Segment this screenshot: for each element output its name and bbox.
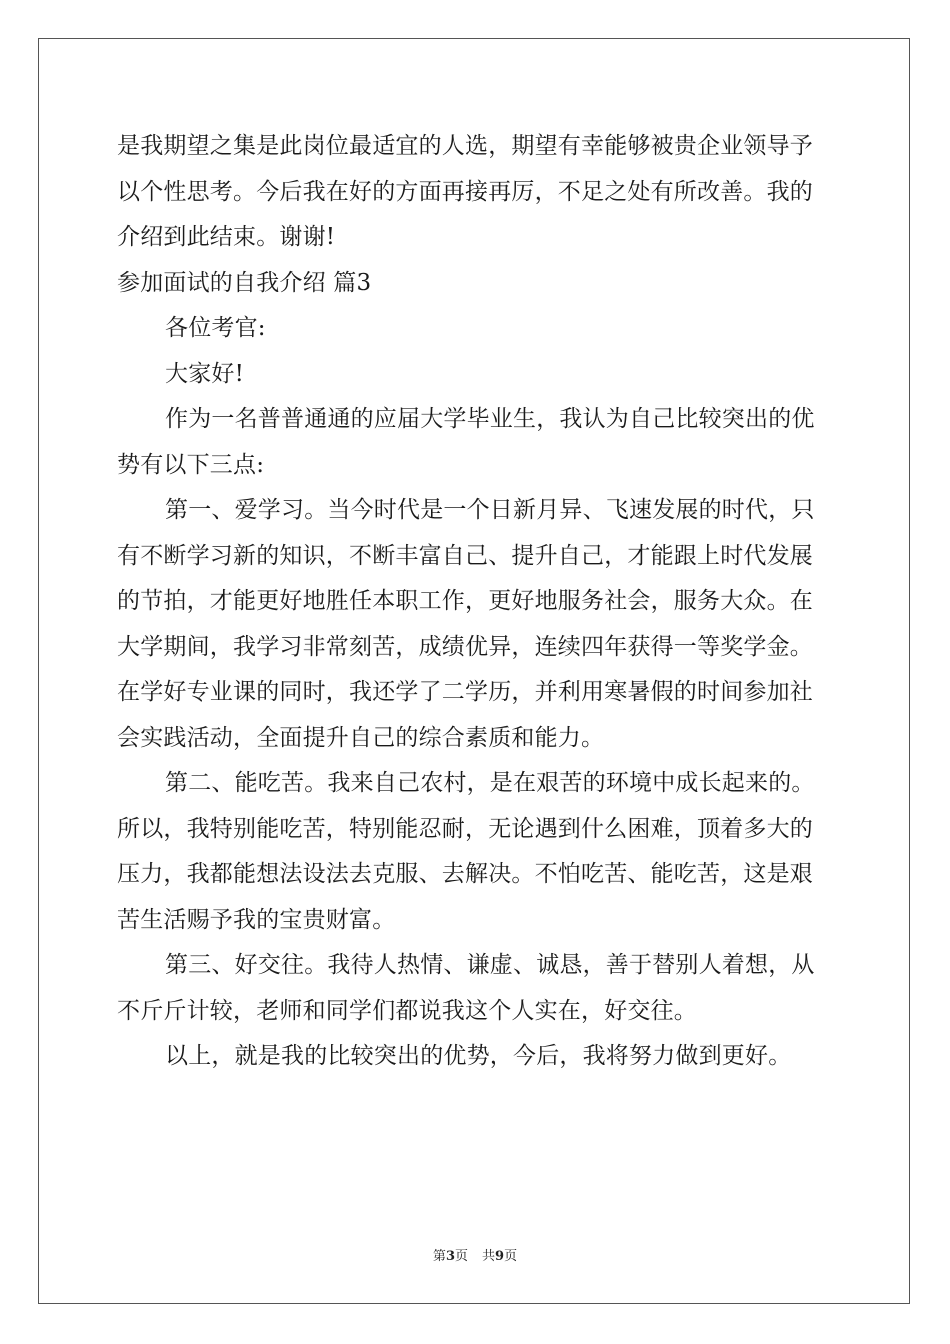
- text-line: 大学期间，我学习非常刻苦，成绩优异，连续四年获得一等奖学金。: [117, 633, 813, 660]
- total-prefix: 共: [482, 1249, 496, 1264]
- text-line: 作为一名普普通通的应届大学毕业生，我认为自己比较突出的优: [165, 406, 815, 432]
- text-line: 势有以下三点:: [117, 451, 265, 478]
- text-line: 不斤斤计较，老师和同学们都说我这个人实在，好交往。: [117, 997, 697, 1024]
- salutation: 各位考官:: [165, 315, 266, 341]
- page-footer: [0, 1245, 950, 1264]
- greeting: 大家好!: [165, 360, 245, 387]
- text-line: 有不断学习新的知识，不断丰富自己、提升自己，才能跟上时代发展: [117, 542, 813, 569]
- text-line: 第一、爱学习。当今时代是一个日新月异、飞速发展的时代，只: [165, 497, 815, 523]
- total-suffix: 页: [504, 1249, 518, 1264]
- document-body: [117, 124, 835, 1080]
- text-line: 所以，我特别能吃苦，特别能忍耐，无论遇到什么困难，顶着多大的: [117, 815, 813, 842]
- text-line: 第三、好交往。我待人热情、谦虚、诚恳，善于替别人着想，从: [165, 952, 815, 978]
- page-prefix: 第: [432, 1249, 446, 1264]
- section-heading: 参加面试的自我介绍 篇3: [117, 269, 372, 296]
- text-line: 在学好专业课的同时，我还学了二学历，并利用寒暑假的时间参加社: [117, 679, 813, 705]
- page-suffix: 页: [454, 1249, 468, 1264]
- text-line: 是我期望之集是此岗位最适宜的人选，期望有幸能够被贵企业领导予: [117, 133, 813, 159]
- text-line: 以个性思考。今后我在好的方面再接再厉，不足之处有所改善。我的: [117, 178, 813, 205]
- page-current: 3: [445, 1249, 455, 1264]
- page-total: 9: [495, 1249, 505, 1264]
- text-line: 的节拍，才能更好地胜任本职工作，更好地服务社会，服务大众。在: [117, 588, 813, 614]
- text-line: 会实践活动，全面提升自己的综合素质和能力。: [117, 724, 605, 751]
- text-line: 以上，就是我的比较突出的优势，今后，我将努力做到更好。: [165, 1043, 792, 1069]
- text-line: 压力，我都能想法设法去克服、去解决。不怕吃苦、能吃苦，这是艰: [117, 861, 813, 887]
- text-line: 第二、能吃苦。我来自己农村，是在艰苦的环境中成长起来的。: [165, 770, 815, 796]
- text-line: 介绍到此结束。谢谢!: [117, 224, 336, 250]
- text-line: 苦生活赐予我的宝贵财富。: [117, 906, 396, 933]
